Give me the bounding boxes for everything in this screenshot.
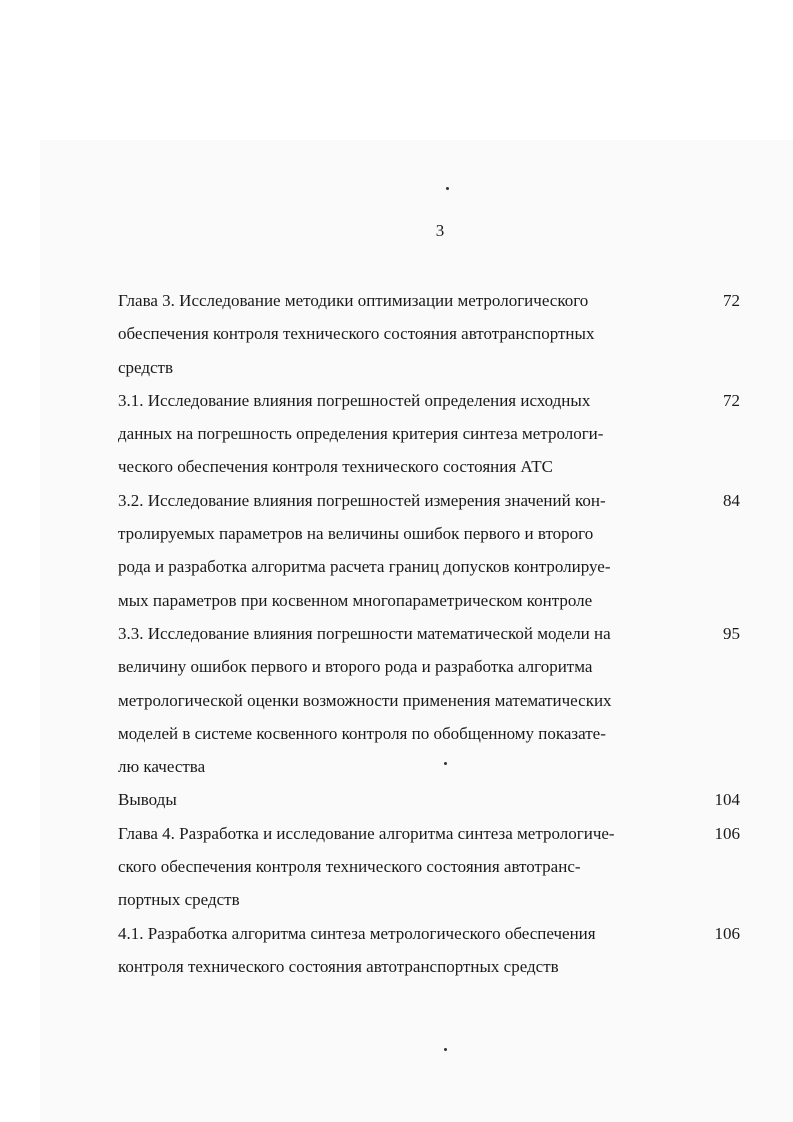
toc-entry-line: Глава 3. Исследование методики оптимизации метрологического <box>118 291 589 310</box>
toc-entry-line: величину ошибок первого и второго рода и разработка алгоритма <box>118 657 593 677</box>
toc-entry-chapter-3 <box>118 284 740 384</box>
toc-entry-title <box>118 817 680 917</box>
toc-entry-line: моделей в системе косвенного контроля по обобщенному показате- <box>118 723 606 743</box>
toc-entry-line: средств <box>118 357 174 377</box>
toc-entry-line: лю качества <box>118 757 206 777</box>
toc-entry-line: 3.1. Исследование влияния погрешностей определения исходных <box>118 390 591 410</box>
toc-entry-section-4-1 <box>118 917 740 984</box>
toc-entry-line: 3.3. Исследование влияния погрешности математической модели на <box>118 623 611 643</box>
toc-entry-line: контроля технического состояния автотранспортных средств <box>118 956 559 976</box>
scan-speck <box>444 1048 447 1051</box>
toc-entry-section-3-1 <box>118 384 740 484</box>
toc-entry-title <box>118 617 680 783</box>
toc-entry-line: ского обеспечения контроля технического состояния автотранс- <box>118 857 581 877</box>
toc-entry-line: 3.2. Исследование влияния погрешностей измерения значений кон- <box>118 490 606 510</box>
toc-entry-line: ческого обеспечения контроля технического состояния АТС <box>118 457 553 477</box>
toc-entry-line: обеспечения контроля технического состояния автотранспортных <box>118 324 595 344</box>
toc-entry-section-3-2 <box>118 484 740 617</box>
toc-entry-line: Выводы <box>118 790 177 810</box>
toc-entry-line: мых параметров при косвенном многопараметрическом контроле <box>118 590 593 610</box>
toc-entry-chapter-4 <box>118 817 740 917</box>
toc-entry-line: Глава 4. Разработка и исследование алгоритма синтеза метрологиче- <box>118 823 615 843</box>
toc-entry-page: 106 <box>714 823 740 843</box>
toc-entry-conclusions <box>118 783 740 816</box>
toc-entry-line: данных на погрешность определения критерия синтеза метрологи- <box>118 424 604 444</box>
toc-entry-line: метрологической оценки возможности применения математических <box>118 690 612 710</box>
toc-entry-line: рода и разработка алгоритма расчета границ допусков контролируе- <box>118 557 611 577</box>
toc-entry-title <box>118 284 680 384</box>
toc-entry-line: 4.1. Разработка алгоритма синтеза метрологического обеспечения <box>118 923 596 943</box>
toc-entry-line: тролируемых параметров на величины ошибок первого и второго <box>118 524 594 544</box>
toc-entry-section-3-3 <box>118 617 740 783</box>
toc-entry-page: 72 <box>723 390 740 410</box>
toc-entry-title <box>118 917 680 984</box>
toc-entry-page: 72 <box>723 291 740 310</box>
toc-entry-title <box>118 783 680 816</box>
table-of-contents <box>118 284 740 983</box>
toc-entry-line: портных средств <box>118 890 240 910</box>
toc-entry-title <box>118 384 680 484</box>
toc-entry-title <box>118 484 680 617</box>
scan-speck <box>446 187 449 190</box>
page-number: 3 <box>435 221 445 240</box>
toc-entry-page: 106 <box>714 923 740 943</box>
toc-entry-page: 95 <box>723 623 740 643</box>
toc-entry-page: 84 <box>723 490 740 510</box>
toc-entry-page: 104 <box>714 790 740 810</box>
